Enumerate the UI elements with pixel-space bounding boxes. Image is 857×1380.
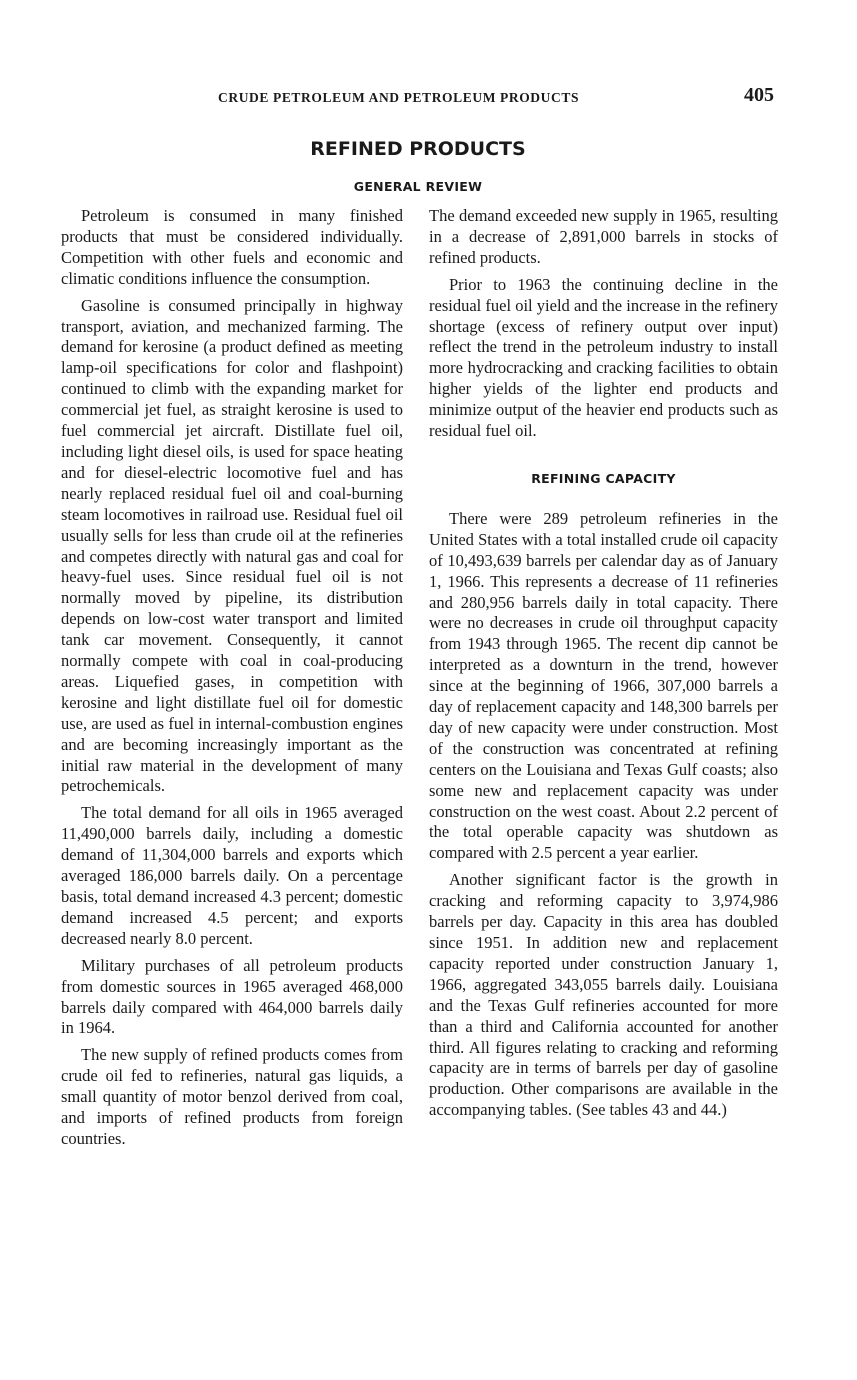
paragraph: Military purchases of all petroleum products from domestic sources in 1965 averaged 468,000 barrels daily compared with 464,000 barrels daily in 1964. bbox=[61, 955, 403, 1038]
paragraph: Another significant factor is the growth in cracking and reforming capacity to 3,974,986 barrels per day. Capacity in this area has doubled since 1951. In addition new and replacement capacity reported under construction January 1, 1966, aggregated 343,055 barrels daily. Louisiana and the Texas Gulf refineries accounted for more than a third and California accounted for another third. All figures relating to cracking and reforming capacity are in terms of barrels per day of gasoline production. Other comparisons are available in the accompanying tables. (See tables 43 and 44.) bbox=[429, 870, 778, 1120]
paragraph: The new supply of refined products comes from crude oil fed to refineries, natural gas liquids, a small quantity of motor benzol derived from coal, and imports of refined products from foreign countries. bbox=[61, 1045, 403, 1148]
subsection-heading: REFINING CAPACITY bbox=[531, 470, 676, 486]
paragraph: The total demand for all oils in 1965 averaged 11,490,000 barrels daily, including a domestic demand of 11,304,000 barrels and exports which averaged 186,000 barrels daily. On a percentage basis, total demand increased 4.3 percent; domestic demand increased 4.5 percent; and exports decreased nearly 8.0 percent. bbox=[61, 803, 403, 948]
right-column bbox=[429, 206, 778, 1127]
paragraph-continuation: The demand exceeded new supply in 1965, resulting in a decrease of 2,891,000 barrels in stocks of refined products. bbox=[429, 206, 778, 267]
paragraph: There were 289 petroleum refineries in the United States with a total installed crude oil capacity of 10,493,639 barrels per calendar day as of January 1, 1966. This represents a decrease of 11 refineries and 280,956 barrels daily in total capacity. There were no decreases in crude oil throughput capacity from 1943 through 1965. The recent dip cannot be interpreted as a downturn in the trend, however since at the beginning of 1966, 307,000 barrels a day of replacement capacity and 148,300 barrels per day of new capacity were under construction. Most of the construction was concentrated at refining centers on the Louisiana and Texas Gulf coasts; also some new and replacement capacity was under construction on the west coast. About 2.2 percent of the total operable capacity was shutdown as compared with 2.5 percent a year earlier. bbox=[429, 508, 778, 863]
page-title: REFINED PRODUCTS bbox=[310, 138, 526, 160]
paragraph: Petroleum is consumed in many finished products that must be considered individually. Competition with other fuels and economic and climatic conditions influence the consumption. bbox=[61, 206, 403, 288]
paragraph: Prior to 1963 the continuing decline in the residual fuel oil yield and the increase in the refinery shortage (excess of refinery output over input) reflect the trend in the petroleum industry to install more hydrocracking and cracking facilities to obtain higher yields of the lighter end products and minimize output of the heavier end products such as residual fuel oil. bbox=[429, 274, 778, 441]
page-number: 405 bbox=[744, 84, 774, 106]
paragraph: Gasoline is consumed principally in highway transport, aviation, and mechanized farming. The demand for kerosine (a product defined as meeting lamp-oil specifications for color and flashpoint) continued to climb with the expanding market for commercial jet fuel, as straight kerosine is used to fuel commercial jet aircraft. Distillate fuel oil, including light diesel oils, is used for space heating and for diesel-electric locomotive fuel and has nearly replaced residual fuel oil and coal-burning steam locomotives in railroad use. Residual fuel oil usually sells for less than crude oil at the refineries and competes directly with natural gas and coal for heavy-fuel uses. Since residual fuel oil is not normally moved by pipeline, its distribution depends on low-cost water transport and limited tank car movement. Consequently, it cannot normally compete with coal in coal-producing areas. Liquefied gases, in competition with kerosine and light distillate fuel oil for domestic use, are used as fuel in internal-combustion engines and are becoming increasingly important as the initial raw material in the development of many petrochemicals. bbox=[61, 295, 403, 796]
left-column bbox=[61, 206, 403, 1156]
running-header: CRUDE PETROLEUM AND PETROLEUM PRODUCTS bbox=[218, 90, 580, 105]
section-heading: GENERAL REVIEW bbox=[353, 179, 483, 194]
